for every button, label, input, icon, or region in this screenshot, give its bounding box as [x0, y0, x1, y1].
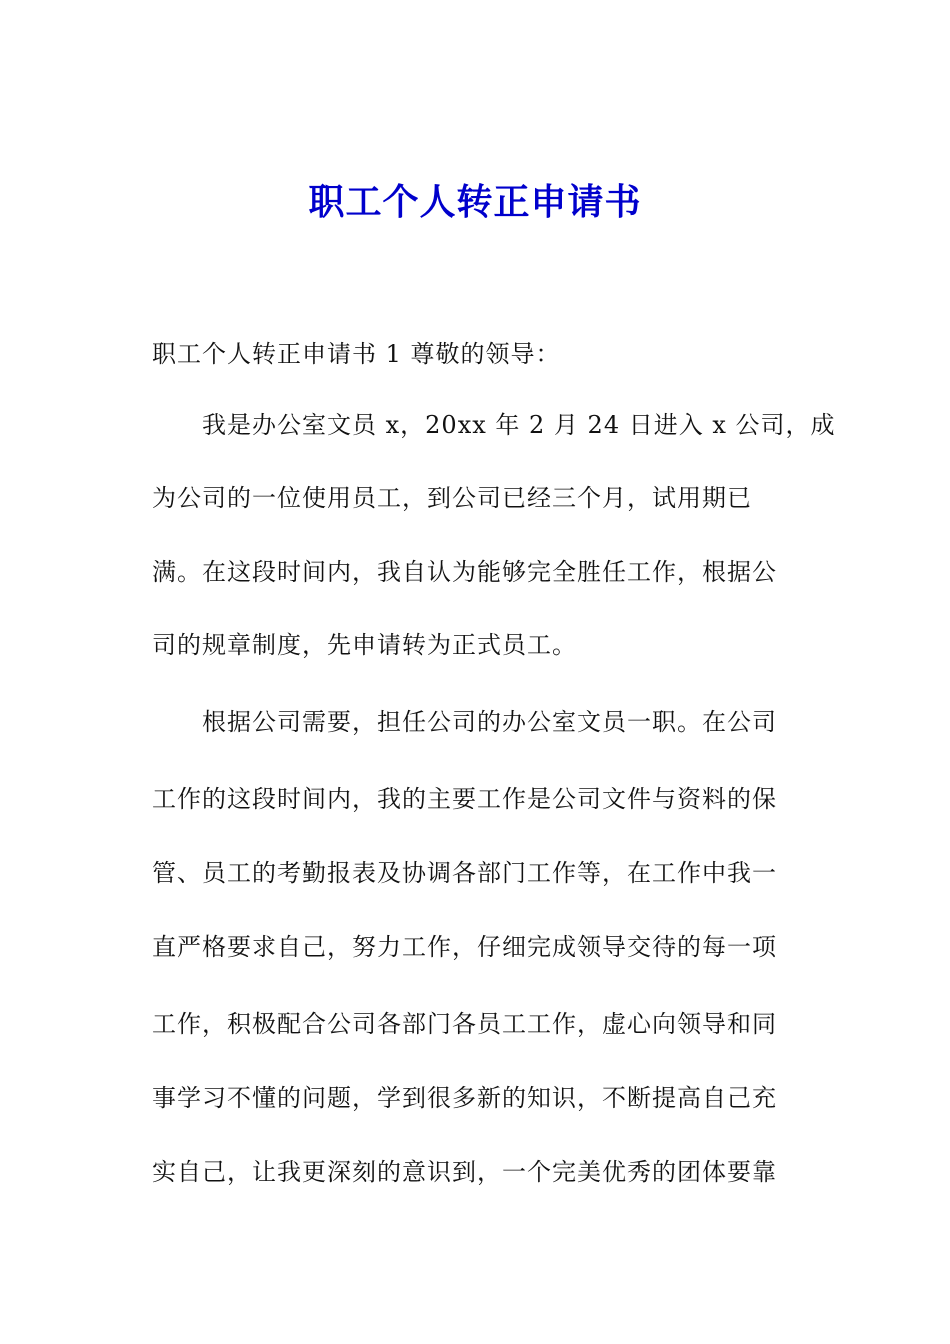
body-line: 直严格要求自己，努力工作，仔细完成领导交待的每一项 [152, 933, 777, 961]
body-line: 根据公司需要，担任公司的办公室文员一职。在公司 [202, 708, 777, 736]
body-line: 司的规章制度，先申请转为正式员工。 [152, 631, 577, 659]
body-line: 事学习不懂的问题，学到很多新的知识，不断提高自己充 [152, 1084, 777, 1112]
body-line: 实自己，让我更深刻的意识到，一个完美优秀的团体要靠 [152, 1158, 777, 1186]
body-line: 工作，积极配合公司各部门各员工工作，虚心向领导和同 [152, 1010, 777, 1038]
body-line: 管、员工的考勤报表及协调各部门工作等，在工作中我一 [152, 859, 777, 887]
document-title: 职工个人转正申请书 [308, 181, 642, 223]
body-line: 满。在这段时间内，我自认为能够完全胜任工作，根据公 [152, 558, 777, 586]
body-line: 我是办公室文员 x，20xx 年 2 月 24 日进入 x 公司，成 [202, 411, 836, 439]
body-line: 为公司的一位使用员工，到公司已经三个月，试用期已 [152, 484, 752, 512]
greeting-line: 职工个人转正申请书 1 尊敬的领导： [152, 340, 561, 368]
body-line: 工作的这段时间内，我的主要工作是公司文件与资料的保 [152, 785, 777, 813]
